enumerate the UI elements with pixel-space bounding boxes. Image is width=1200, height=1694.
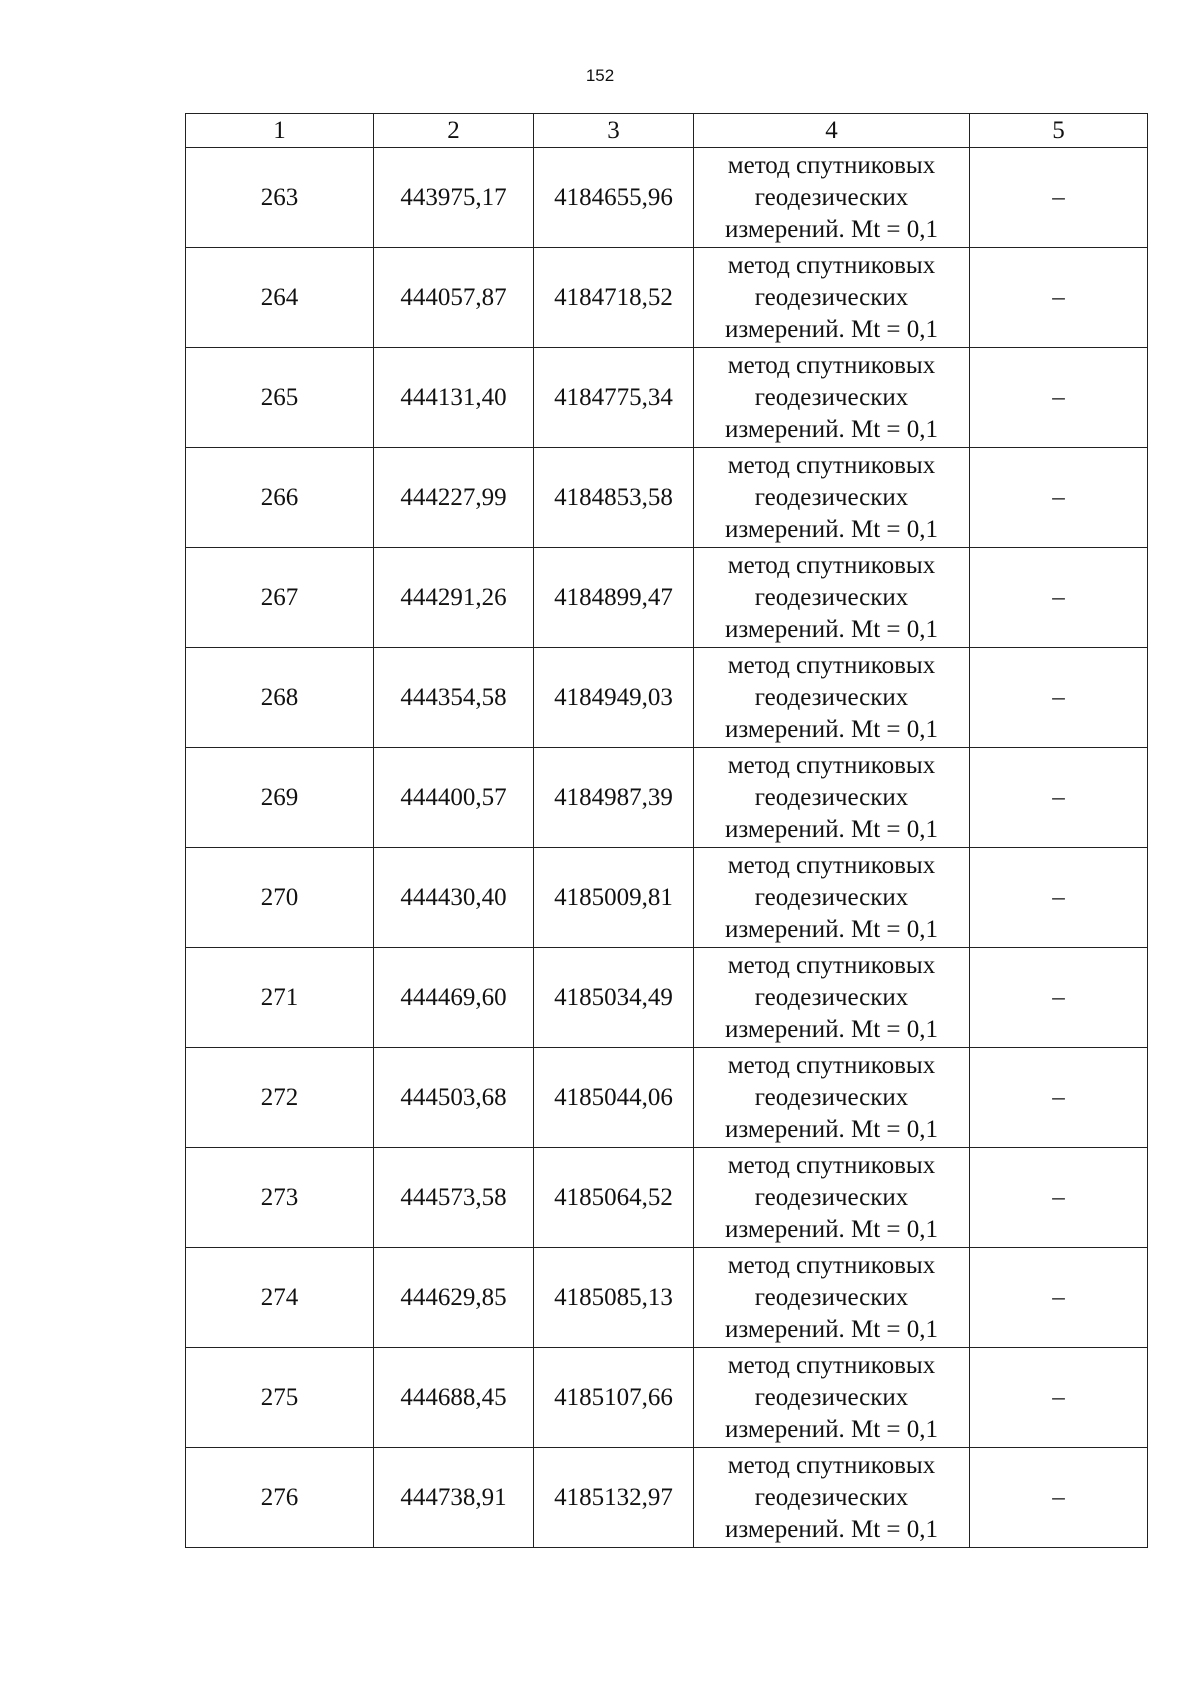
point-number-cell: 276 [186,1448,374,1548]
method-text-line: метод спутниковых [727,851,936,879]
method-cell [694,1148,970,1248]
method-text-line: измерений. Mt = 0,1 [724,1315,939,1343]
method-text-line: геодезических [754,483,909,511]
note-cell: – [970,148,1148,248]
table-row [186,1448,1148,1548]
note-cell: – [970,948,1148,1048]
point-number-cell: 273 [186,1148,374,1248]
method-text-line: геодезических [754,1383,909,1411]
y-coordinate-cell: 4184899,47 [534,548,694,648]
method-text-line: геодезических [754,283,909,311]
x-coordinate-cell: 444354,58 [374,648,534,748]
method-cell [694,1048,970,1148]
method-text-line: измерений. Mt = 0,1 [724,915,939,943]
method-text-line: измерений. Mt = 0,1 [724,815,939,843]
note-cell: – [970,1248,1148,1348]
method-cell [694,1248,970,1348]
method-text-line: измерений. Mt = 0,1 [724,1215,939,1243]
method-text-line: геодезических [754,383,909,411]
y-coordinate-cell: 4185085,13 [534,1248,694,1348]
method-text-line: метод спутниковых [727,751,936,779]
method-text-line: метод спутниковых [727,551,936,579]
y-coordinate-cell: 4184949,03 [534,648,694,748]
x-coordinate-cell: 444227,99 [374,448,534,548]
method-text-line: метод спутниковых [727,151,936,179]
method-cell [694,648,970,748]
y-coordinate-cell: 4185107,66 [534,1348,694,1448]
column-header: 3 [534,114,694,148]
method-text-line: геодезических [754,1183,909,1211]
table-row [186,648,1148,748]
method-text-line: измерений. Mt = 0,1 [724,615,939,643]
table-row [186,848,1148,948]
y-coordinate-cell: 4184655,96 [534,148,694,248]
method-text-line: геодезических [754,983,909,1011]
method-text-line: геодезических [754,583,909,611]
x-coordinate-cell: 444469,60 [374,948,534,1048]
method-cell [694,848,970,948]
method-text-line: метод спутниковых [727,1151,936,1179]
point-number-cell: 272 [186,1048,374,1148]
table-row [186,548,1148,648]
coordinates-table [185,113,1148,1548]
y-coordinate-cell: 4184987,39 [534,748,694,848]
y-coordinate-cell: 4185009,81 [534,848,694,948]
method-text-line: измерений. Mt = 0,1 [724,1515,939,1543]
note-cell: – [970,1048,1148,1148]
x-coordinate-cell: 444573,58 [374,1148,534,1248]
method-cell [694,1348,970,1448]
method-text-line: метод спутниковых [727,1451,936,1479]
method-text-line: метод спутниковых [727,1351,936,1379]
method-text-line: геодезических [754,1483,909,1511]
y-coordinate-cell: 4184718,52 [534,248,694,348]
table-body [186,148,1148,1548]
table-row [186,1148,1148,1248]
method-cell [694,948,970,1048]
point-number-cell: 264 [186,248,374,348]
method-text-line: геодезических [754,883,909,911]
method-text-line: метод спутниковых [727,951,936,979]
table-row [186,348,1148,448]
method-cell [694,448,970,548]
x-coordinate-cell: 444291,26 [374,548,534,648]
method-text-line: геодезических [754,683,909,711]
method-cell [694,248,970,348]
point-number-cell: 265 [186,348,374,448]
point-number-cell: 270 [186,848,374,948]
method-cell [694,548,970,648]
note-cell: – [970,1148,1148,1248]
table-row [186,1248,1148,1348]
method-cell [694,1448,970,1548]
note-cell: – [970,348,1148,448]
note-cell: – [970,1348,1148,1448]
method-cell [694,748,970,848]
y-coordinate-cell: 4185034,49 [534,948,694,1048]
note-cell: – [970,548,1148,648]
note-cell: – [970,848,1148,948]
x-coordinate-cell: 444430,40 [374,848,534,948]
method-text-line: метод спутниковых [727,451,936,479]
method-text-line: измерений. Mt = 0,1 [724,1015,939,1043]
table-row [186,1348,1148,1448]
x-coordinate-cell: 444503,68 [374,1048,534,1148]
table-row [186,748,1148,848]
note-cell: – [970,448,1148,548]
point-number-cell: 268 [186,648,374,748]
column-header: 5 [970,114,1148,148]
note-cell: – [970,748,1148,848]
column-header: 1 [186,114,374,148]
page-number: 152 [585,66,615,85]
y-coordinate-cell: 4184853,58 [534,448,694,548]
column-header: 4 [694,114,970,148]
table-row [186,448,1148,548]
column-header: 2 [374,114,534,148]
point-number-cell: 267 [186,548,374,648]
x-coordinate-cell: 444400,57 [374,748,534,848]
method-text-line: измерений. Mt = 0,1 [724,515,939,543]
note-cell: – [970,248,1148,348]
method-text-line: метод спутниковых [727,351,936,379]
table-row [186,248,1148,348]
x-coordinate-cell: 444688,45 [374,1348,534,1448]
x-coordinate-cell: 443975,17 [374,148,534,248]
x-coordinate-cell: 444738,91 [374,1448,534,1548]
y-coordinate-cell: 4185064,52 [534,1148,694,1248]
method-text-line: геодезических [754,1283,909,1311]
point-number-cell: 271 [186,948,374,1048]
point-number-cell: 266 [186,448,374,548]
note-cell: – [970,648,1148,748]
method-cell [694,148,970,248]
method-text-line: геодезических [754,783,909,811]
x-coordinate-cell: 444131,40 [374,348,534,448]
table-header-row [186,114,1148,148]
y-coordinate-cell: 4184775,34 [534,348,694,448]
point-number-cell: 274 [186,1248,374,1348]
x-coordinate-cell: 444629,85 [374,1248,534,1348]
y-coordinate-cell: 4185132,97 [534,1448,694,1548]
table-row [186,148,1148,248]
note-cell: – [970,1448,1148,1548]
method-text-line: измерений. Mt = 0,1 [724,715,939,743]
method-text-line: геодезических [754,1083,909,1111]
method-text-line: измерений. Mt = 0,1 [724,415,939,443]
table-row [186,948,1148,1048]
method-text-line: метод спутниковых [727,1251,936,1279]
table-row [186,1048,1148,1148]
method-text-line: измерений. Mt = 0,1 [724,1415,939,1443]
point-number-cell: 263 [186,148,374,248]
method-text-line: метод спутниковых [727,651,936,679]
point-number-cell: 269 [186,748,374,848]
method-text-line: геодезических [754,183,909,211]
method-text-line: измерений. Mt = 0,1 [724,215,939,243]
method-text-line: измерений. Mt = 0,1 [724,1115,939,1143]
method-cell [694,348,970,448]
method-text-line: метод спутниковых [727,251,936,279]
method-text-line: измерений. Mt = 0,1 [724,315,939,343]
x-coordinate-cell: 444057,87 [374,248,534,348]
y-coordinate-cell: 4185044,06 [534,1048,694,1148]
method-text-line: метод спутниковых [727,1051,936,1079]
point-number-cell: 275 [186,1348,374,1448]
